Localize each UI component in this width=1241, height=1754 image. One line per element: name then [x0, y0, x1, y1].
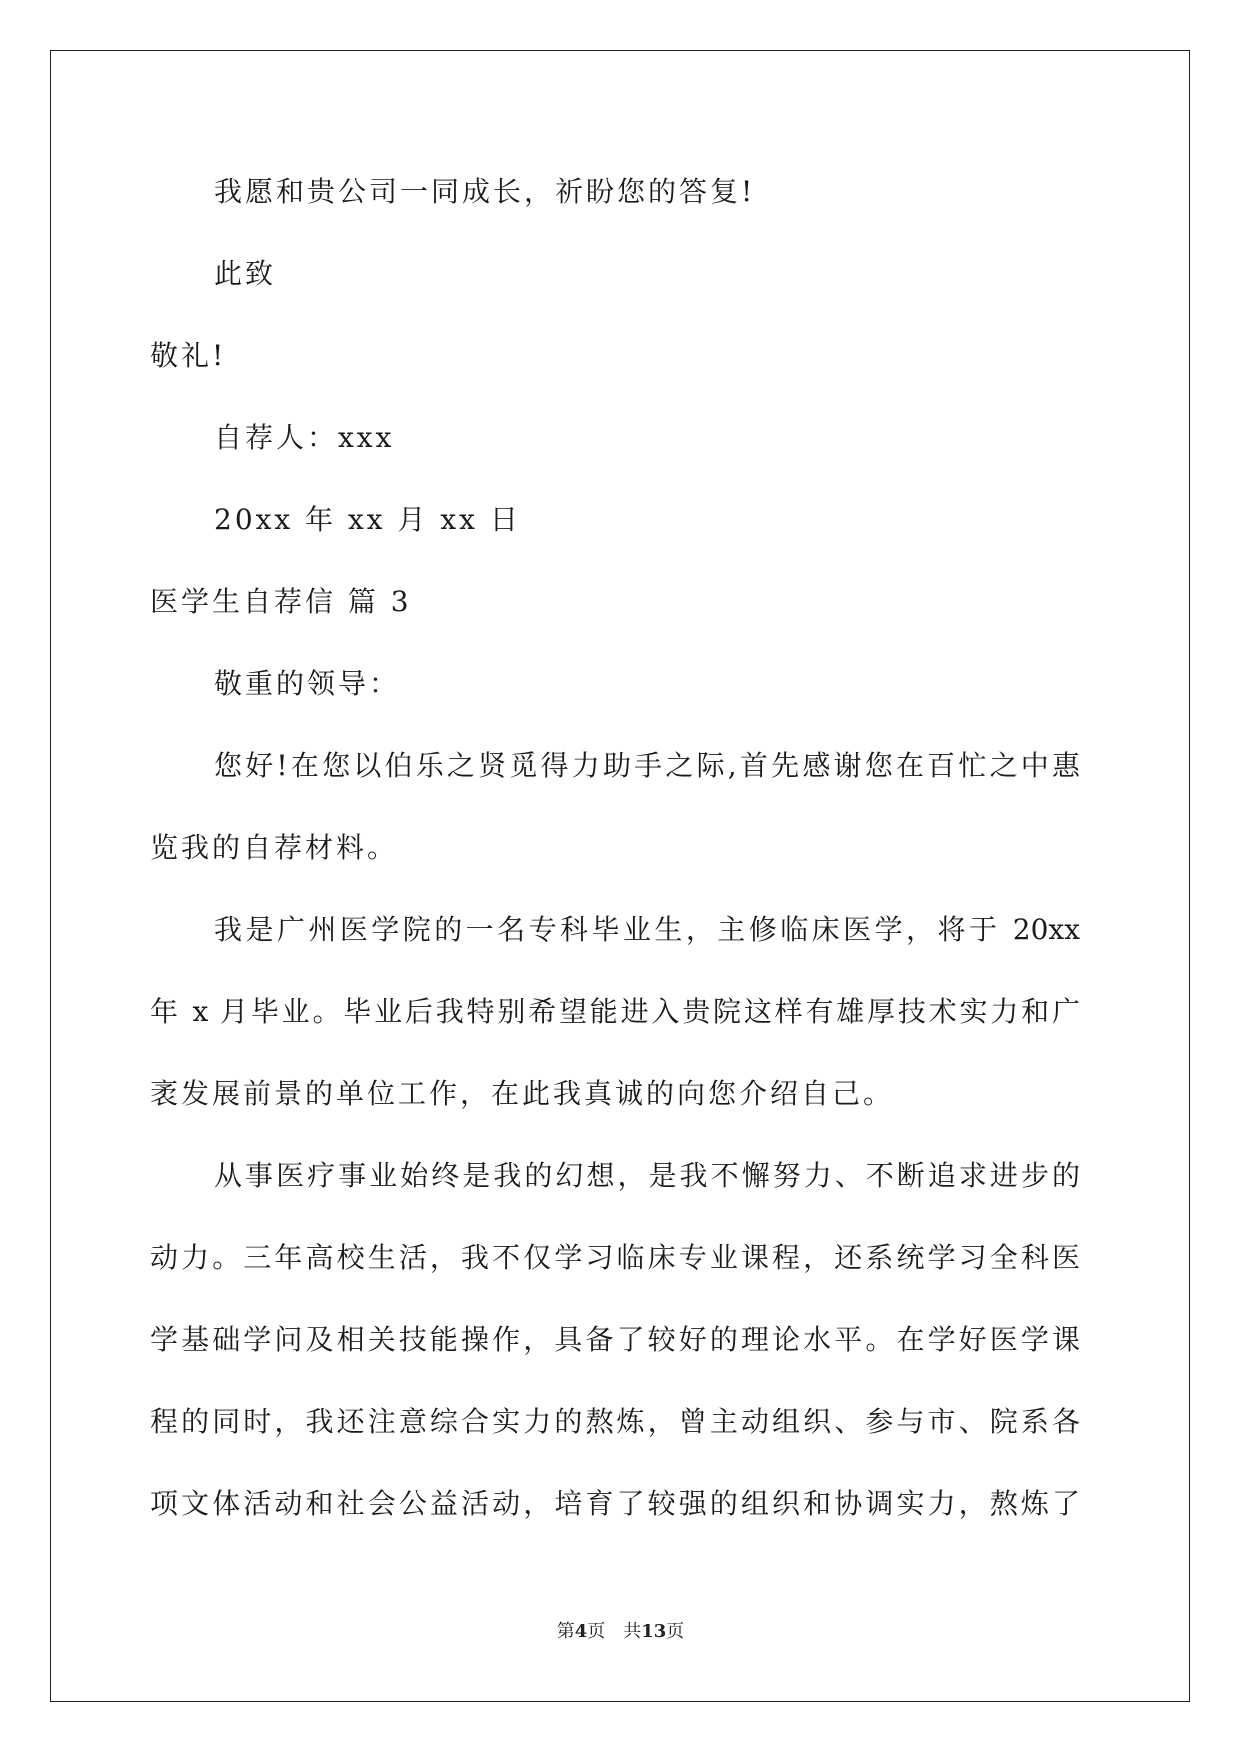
- paragraph-line: 动力。三年高校生活，我不仅学习临床专业课程，还系统学习全科医: [150, 1241, 1080, 1274]
- date-line: 20xx 年 xx 月 xx 日: [214, 503, 521, 536]
- footer-current-page: 4: [574, 1621, 588, 1642]
- footer-suffix: 页: [666, 1621, 685, 1642]
- paragraph-line: 项文体活动和社会公益活动，培育了较强的组织和协调实力，熬炼了: [150, 1487, 1080, 1520]
- paragraph-line: 您好!在您以伯乐之贤觅得力助手之际,首先感谢您在百忙之中惠: [214, 749, 1080, 782]
- footer-prefix: 第: [556, 1621, 575, 1642]
- salutation-jingli: 敬礼!: [150, 339, 227, 372]
- greeting-line: 敬重的领导：: [214, 667, 401, 700]
- paragraph-line: 览我的自荐材料。: [150, 831, 399, 864]
- footer-total-pages: 13: [641, 1621, 667, 1642]
- section-heading: 医学生自荐信 篇 3: [150, 585, 412, 618]
- footer-middle: 页 共: [587, 1621, 642, 1642]
- paragraph-line: 年 x 月毕业。毕业后我特别希望能进入贵院这样有雄厚技术实力和广: [150, 995, 1080, 1028]
- salutation-cizhi: 此致: [214, 257, 277, 290]
- signer-line: 自荐人：xxx: [214, 421, 395, 454]
- paragraph-line: 程的同时，我还注意综合实力的熬炼，曾主动组织、参与市、院系各: [150, 1405, 1080, 1438]
- paragraph-line: 我是广州医学院的一名专科毕业生，主修临床医学，将于 20xx: [214, 913, 1080, 946]
- paragraph-line: 学基础学问及相关技能操作，具备了较好的理论水平。在学好医学课: [150, 1323, 1080, 1356]
- page-footer: [0, 1620, 1241, 1644]
- page-border: [50, 50, 1190, 1702]
- closing-line: 我愿和贵公司一同成长，祈盼您的答复!: [214, 175, 756, 208]
- paragraph-line: 袤发展前景的单位工作，在此我真诚的向您介绍自己。: [150, 1077, 895, 1110]
- paragraph-line: 从事医疗事业始终是我的幻想，是我不懈努力、不断追求进步的: [214, 1159, 1080, 1192]
